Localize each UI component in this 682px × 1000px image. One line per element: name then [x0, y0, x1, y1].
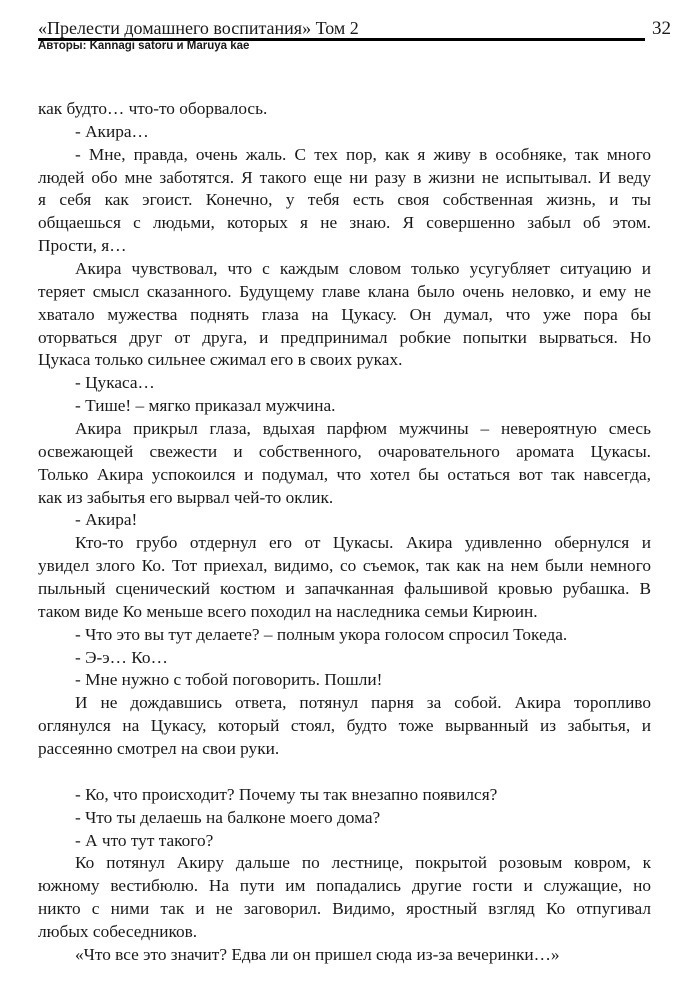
text-line: И не дождавшись ответа, потянул парня за собой. Акира торопливо [75, 693, 651, 713]
document-title: «Прелести домашнего воспитания» Том 2 [38, 18, 645, 41]
text-line: - Цукаса… [75, 373, 155, 393]
text-line: никто с ними так и не заговорил. Видимо, яростный взгляд Ко отпугивал [38, 899, 651, 919]
text-line: хватало мужества поднять глаза на Цукасу. Он думал, что уже пора бы [38, 304, 651, 324]
page-number: 32 [652, 18, 671, 39]
authors-line: Авторы: Kannagi satoru и Maruya kae [38, 40, 250, 52]
page-body-text [38, 98, 651, 967]
text-line: - Мне нужно с тобой поговорить. Пошли! [75, 670, 383, 690]
blank-line [38, 761, 651, 784]
text-line: рассеянно смотрел на свои руки. [38, 739, 280, 759]
text-line: я себя как эгоист. Конечно, у тебя есть своя собственная жизнь, и ты [38, 190, 651, 210]
text-line: оглянулся на Цукасу, который стоял, будто тоже вырванный из забытья, и [38, 716, 651, 736]
text-line: - А что тут такого? [75, 830, 214, 850]
text-line: - Ко, что происходит? Почему ты так внезапно появился? [75, 784, 498, 804]
text-line: Ко потянул Акиру дальше по лестнице, покрытой розовым ковром, к [75, 853, 651, 873]
text-line: южному вестибюлю. На пути им попадались другие гости и служащие, но [38, 876, 651, 896]
text-line: - Что это вы тут делаете? – полным укора голосом спросил Токеда. [75, 624, 568, 644]
text-line: увидел злого Ко. Тот приехал, видимо, со съемок, так как на нем были немного [38, 556, 651, 576]
text-line: «Что все это значит? Едва ли он пришел сюда из-за вечеринки…» [75, 944, 560, 964]
text-line: - Акира! [75, 510, 138, 530]
text-line: освежающей свежести и собственного, очаровательного аромата Цукасы. [38, 441, 651, 461]
text-line: людей обо мне заботятся. Я такого еще ни разу в жизни не испытывал. И веду [38, 167, 651, 187]
text-line: - Акира… [75, 121, 149, 141]
text-line: как будто… что-то оборвалось. [38, 99, 268, 118]
text-line: Только Акира успокоился и подумал, что хотел бы остаться вот так навсегда, [38, 464, 651, 484]
text-line: Цукаса только сильнее сжимал его в своих руках. [38, 350, 403, 370]
text-line: общаешься с людьми, которых я не знаю. Я совершенно забыл об этом. [38, 213, 651, 233]
text-line: любых собеседников. [38, 921, 198, 941]
text-line: теряет смысл сказанного. Будущему главе клана было очень неловко, и ему не [38, 281, 651, 301]
text-line: Акира прикрыл глаза, вдыхая парфюм мужчины – невероятную смесь [75, 419, 651, 439]
text-line: таком виде Ко меньше всего походил на наследника семьи Кирюин. [38, 601, 538, 621]
text-line: пыльный сценический костюм и запачканная фальшивой кровью рубашка. В [38, 579, 651, 599]
text-line: Кто-то грубо отдернул его от Цукасы. Акира удивленно обернулся и [75, 533, 651, 553]
text-line: - Что ты делаешь на балконе моего дома? [75, 807, 381, 827]
text-line: - Тише! – мягко приказал мужчина. [75, 396, 336, 416]
text-line: Акира чувствовал, что с каждым словом только усугубляет ситуацию и [75, 259, 651, 279]
text-line: оторваться друг от друга, и предпринимал робкие попытки вырваться. Но [38, 327, 651, 347]
text-line: как из забытья его вырвал чей-то оклик. [38, 487, 334, 507]
text-line: Прости, я… [38, 236, 127, 256]
text-line: - Э-э… Ко… [75, 647, 168, 667]
text-line: - Мне, правда, очень жаль. С тех пор, как я живу в особняке, так много [75, 144, 651, 164]
